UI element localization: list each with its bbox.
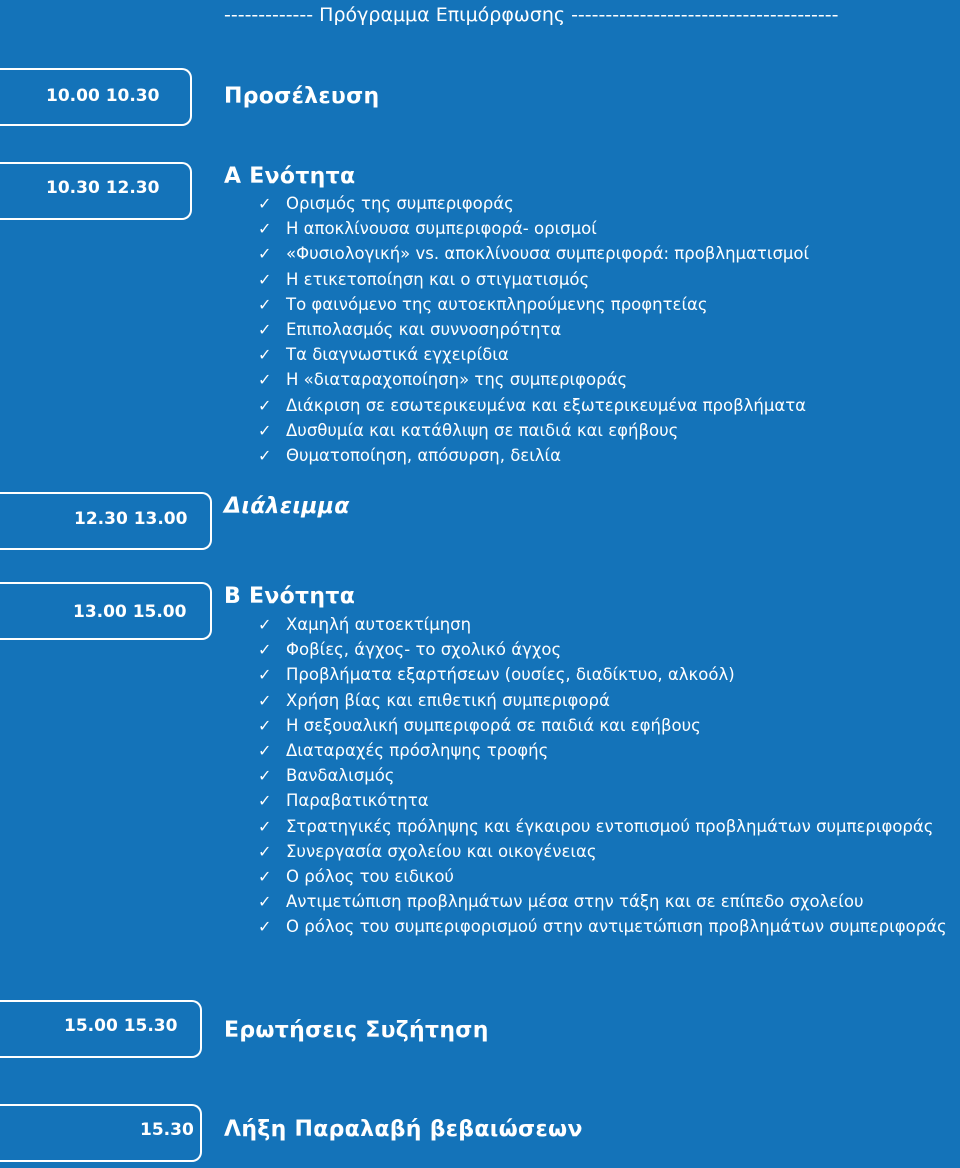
section-title-part-b: Β Ενότητα xyxy=(224,584,356,609)
program-header: ------------- Πρόγραμμα Επιμόρφωσης --------------------------------------- xyxy=(224,4,839,26)
list-item: ✓ Προβλήματα εξαρτήσεων (ουσίες, διαδίκτυο, αλκοόλ) xyxy=(258,662,960,687)
time-label: 10.00 10.30 xyxy=(46,86,160,106)
list-item: ✓ Χαμηλή αυτοεκτίμηση xyxy=(258,612,960,637)
time-label: 10.30 12.30 xyxy=(46,178,160,198)
list-item: ✓ Στρατηγικές πρόληψης και έγκαιρου εντοπισμού προβλημάτων συμπεριφοράς xyxy=(258,814,960,839)
time-label: 13.00 15.00 xyxy=(73,602,187,622)
check-icon: ✓ xyxy=(258,917,272,937)
list-item: ✓ Η αποκλίνουσα συμπεριφορά- ορισμοί xyxy=(258,216,960,241)
list-item: ✓ Επιπολασμός και συννοσηρότητα xyxy=(258,317,960,342)
section-title-closing: Λήξη Παραλαβή βεβαιώσεων xyxy=(224,1117,583,1142)
check-icon: ✓ xyxy=(258,345,272,365)
check-icon: ✓ xyxy=(258,640,272,660)
list-item: ✓ Η «διαταραχοποίηση» της συμπεριφοράς xyxy=(258,367,960,392)
list-item: ✓ Η ετικετοποίηση και ο στιγματισμός xyxy=(258,267,960,292)
check-icon: ✓ xyxy=(258,715,272,735)
list-item: ✓ Διάκριση σε εσωτερικευμένα και εξωτερικευμένα προβλήματα xyxy=(258,393,960,418)
check-icon: ✓ xyxy=(258,244,272,264)
check-icon: ✓ xyxy=(258,766,272,786)
check-icon: ✓ xyxy=(258,395,272,415)
check-icon: ✓ xyxy=(258,841,272,861)
list-item: ✓ Βανδαλισμός xyxy=(258,763,960,788)
check-icon: ✓ xyxy=(258,615,272,634)
list-item: ✓ Ορισμός της συμπεριφοράς xyxy=(258,191,960,216)
check-icon: ✓ xyxy=(258,741,272,761)
list-item: ✓ «Φυσιολογική» vs. αποκλίνουσα συμπεριφορά: προβληματισμοί xyxy=(258,241,960,266)
section-title-part-a: Α Ενότητα xyxy=(224,164,356,189)
check-icon: ✓ xyxy=(258,665,272,685)
check-icon: ✓ xyxy=(258,320,272,340)
list-item: ✓ Θυματοποίηση, απόσυρση, δειλία xyxy=(258,443,960,468)
check-icon: ✓ xyxy=(258,370,272,390)
check-icon: ✓ xyxy=(258,294,272,314)
part-a-list xyxy=(258,191,960,468)
list-item: ✓ Συνεργασία σχολείου και οικογένειας xyxy=(258,839,960,864)
section-title-break: Διάλειμμα xyxy=(224,494,350,519)
list-item: ✓ Το φαινόμενο της αυτοεκπληρούμενης προφητείας xyxy=(258,292,960,317)
list-item: ✓ Ο ρόλος του συμπεριφορισμού στην αντιμετώπιση προβλημάτων συμπεριφοράς xyxy=(258,914,960,939)
check-icon: ✓ xyxy=(258,791,272,811)
check-icon: ✓ xyxy=(258,446,272,466)
check-icon: ✓ xyxy=(258,867,272,887)
list-item: ✓ Η σεξουαλική συμπεριφορά σε παιδιά και εφήβους xyxy=(258,713,960,738)
list-item: ✓ Παραβατικότητα xyxy=(258,788,960,813)
check-icon: ✓ xyxy=(258,219,272,239)
list-item: ✓ Τα διαγνωστικά εγχειρίδια xyxy=(258,342,960,367)
list-item: ✓ Ο ρόλος του ειδικού xyxy=(258,864,960,889)
list-item: ✓ Διαταραχές πρόσληψης τροφής xyxy=(258,738,960,763)
check-icon: ✓ xyxy=(258,892,272,912)
list-item: ✓ Αντιμετώπιση προβλημάτων μέσα στην τάξη και σε επίπεδο σχολείου xyxy=(258,889,960,914)
check-icon: ✓ xyxy=(258,420,272,440)
list-item: ✓ Χρήση βίας και επιθετική συμπεριφορά xyxy=(258,688,960,713)
check-icon: ✓ xyxy=(258,269,272,289)
check-icon: ✓ xyxy=(258,194,272,213)
section-title-arrival: Προσέλευση xyxy=(224,84,380,109)
time-label: 15.30 xyxy=(140,1120,194,1140)
time-label: 15.00 15.30 xyxy=(64,1016,178,1036)
list-item: ✓ Δυσθυμία και κατάθλιψη σε παιδιά και εφήβους xyxy=(258,418,960,443)
list-item: ✓ Φοβίες, άγχος- το σχολικό άγχος xyxy=(258,637,960,662)
check-icon: ✓ xyxy=(258,816,272,836)
part-b-list xyxy=(258,612,960,940)
time-label: 12.30 13.00 xyxy=(74,509,188,529)
check-icon: ✓ xyxy=(258,690,272,710)
section-title-questions: Ερωτήσεις Συζήτηση xyxy=(224,1018,489,1043)
